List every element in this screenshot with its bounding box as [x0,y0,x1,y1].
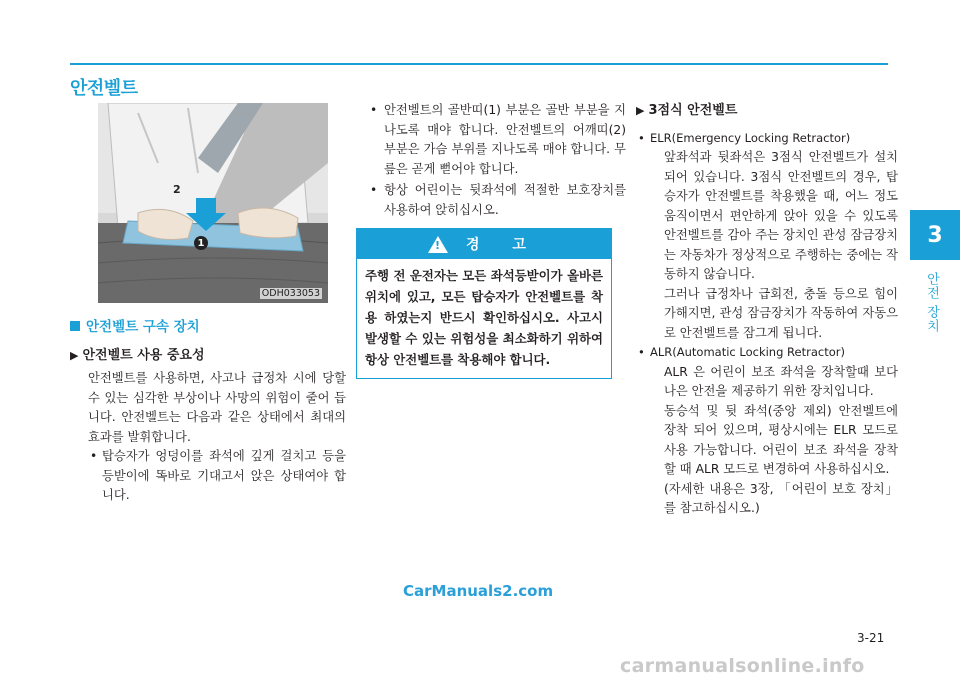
seatbelt-photo-svg [98,103,328,303]
warning-text: 주행 전 운전자는 모든 좌석등받이가 올바른 위치에 있고, 모든 탑승자가 안전벨트를 착용 하였는지 반드시 확인하십시오. 사고시 발생할 수 있는 위험성을 최소화하기 위하여 항상 안전벨트를 착용해야 합니다. [365,268,603,367]
center-watermark: CarManuals2.com [403,582,554,600]
alr-paragraph-2: 동승석 및 뒷 좌석(중앙 제외) 안전벨트에 장착 되어 있으며, 평상시에는 ELR 모드로 사용 가능합니다. 어린이 보조 좌석을 장착할 때 ALR 모드로 변경하여 사용하십시오. [664,403,898,476]
list-item [370,101,626,179]
triangle-right-icon: ▶ [636,104,645,117]
page-number: 3-21 [857,631,885,645]
bullet-dot-icon: • [90,449,98,463]
callout-2: 2 [173,183,181,196]
list-item-text: 항상 어린이는 뒷좌석에 적절한 보호장치를 사용하여 앉히십시오. [384,183,626,217]
sub-heading-text: 3점식 안전벨트 [648,103,738,118]
section-heading [70,318,346,338]
chapter-label: 안전 장치 [924,272,939,334]
bullet-dot-icon: • [370,183,378,197]
elr-title [636,129,898,149]
warning-header [357,229,611,259]
square-bullet-icon [70,321,80,331]
sub-heading [70,346,346,366]
elr-paragraph-2: 그러나 급정차나 급회전, 충돌 등으로 힘이 가해지면, 관성 잠금장치가 작동하여 자동으로 안전벨트를 잠그게 됩니다. [664,286,898,340]
chapter-tab: 3 [910,210,960,260]
figure-code: ODH033053 [261,288,320,299]
warning-title: 경 고 [466,237,540,253]
warning-triangle-icon: ! [428,236,448,253]
list-item-text: 탑승자가 엉덩이를 좌석에 깊게 걸치고 등을 등받이에 똑바로 기대고서 앉은 상태여야 합니다. [102,449,346,502]
alr-title [636,343,898,363]
alr-title-text: ALR(Automatic Locking Retractor) [650,345,845,359]
bullet-dot-icon: • [638,130,645,145]
top-rule [70,63,888,65]
warning-box [356,228,612,379]
bullet-dot-icon: • [370,103,378,117]
sub-heading-text: 안전벨트 사용 중요성 [82,347,205,363]
middle-column [370,101,626,220]
left-column [70,318,346,506]
footer-watermark: carmanualsonline.info [620,655,865,677]
seatbelt-illustration [98,103,328,303]
sub-heading [636,101,898,121]
right-column [636,101,898,519]
elr-title-text: ELR(Emergency Locking Retractor) [650,130,851,145]
page-title: 안전벨트 [70,78,138,99]
bullet-dot-icon: • [638,345,645,359]
list-item [70,447,346,506]
list-item-text: 안전벨트의 골반띠(1) 부분은 골반 부분을 지나도록 매야 합니다. 안전벨트의 어깨띠(2) 부분은 가슴 부위를 지나도록 매야 합니다. 무릎은 곧게 뻗어야 합니다. [384,103,626,176]
elr-paragraph-1: 앞좌석과 뒷좌석은 3점식 안전벨트가 설치되어 있습니다. 3점식 안전벨트의 경우, 탑승자가 안전벨트를 착용했을 때, 어느 정도 움직이면서 편안하게 앉아 있을 수 있도록 안전벨트를 감아 주는 장치인 관성 잠금장치는 자동차가 정상적으로 주행하는 중에는 작동하지 않습니다. [664,150,898,281]
triangle-right-icon: ▶ [70,348,79,362]
alr-paragraph-3: (자세한 내용은 3장, 「어린이 보호 장치」를 참고하십시오.) [664,481,898,515]
callout-1: 1 [194,236,208,250]
section-heading-text: 안전벨트 구속 장치 [86,319,200,335]
alr-paragraph-1: ALR 은 어린이 보조 좌석을 장착할때 보다 나은 안전을 제공하기 위한 장치입니다. [664,364,898,398]
body-paragraph: 안전벨트를 사용하면, 사고나 급정차 시에 당할 수 있는 심각한 부상이나 사망의 위험이 줄어 듭니다. 안전벨트는 다음과 같은 상태에서 최대의 효과를 발휘합니다. [88,371,346,444]
list-item [370,181,626,220]
